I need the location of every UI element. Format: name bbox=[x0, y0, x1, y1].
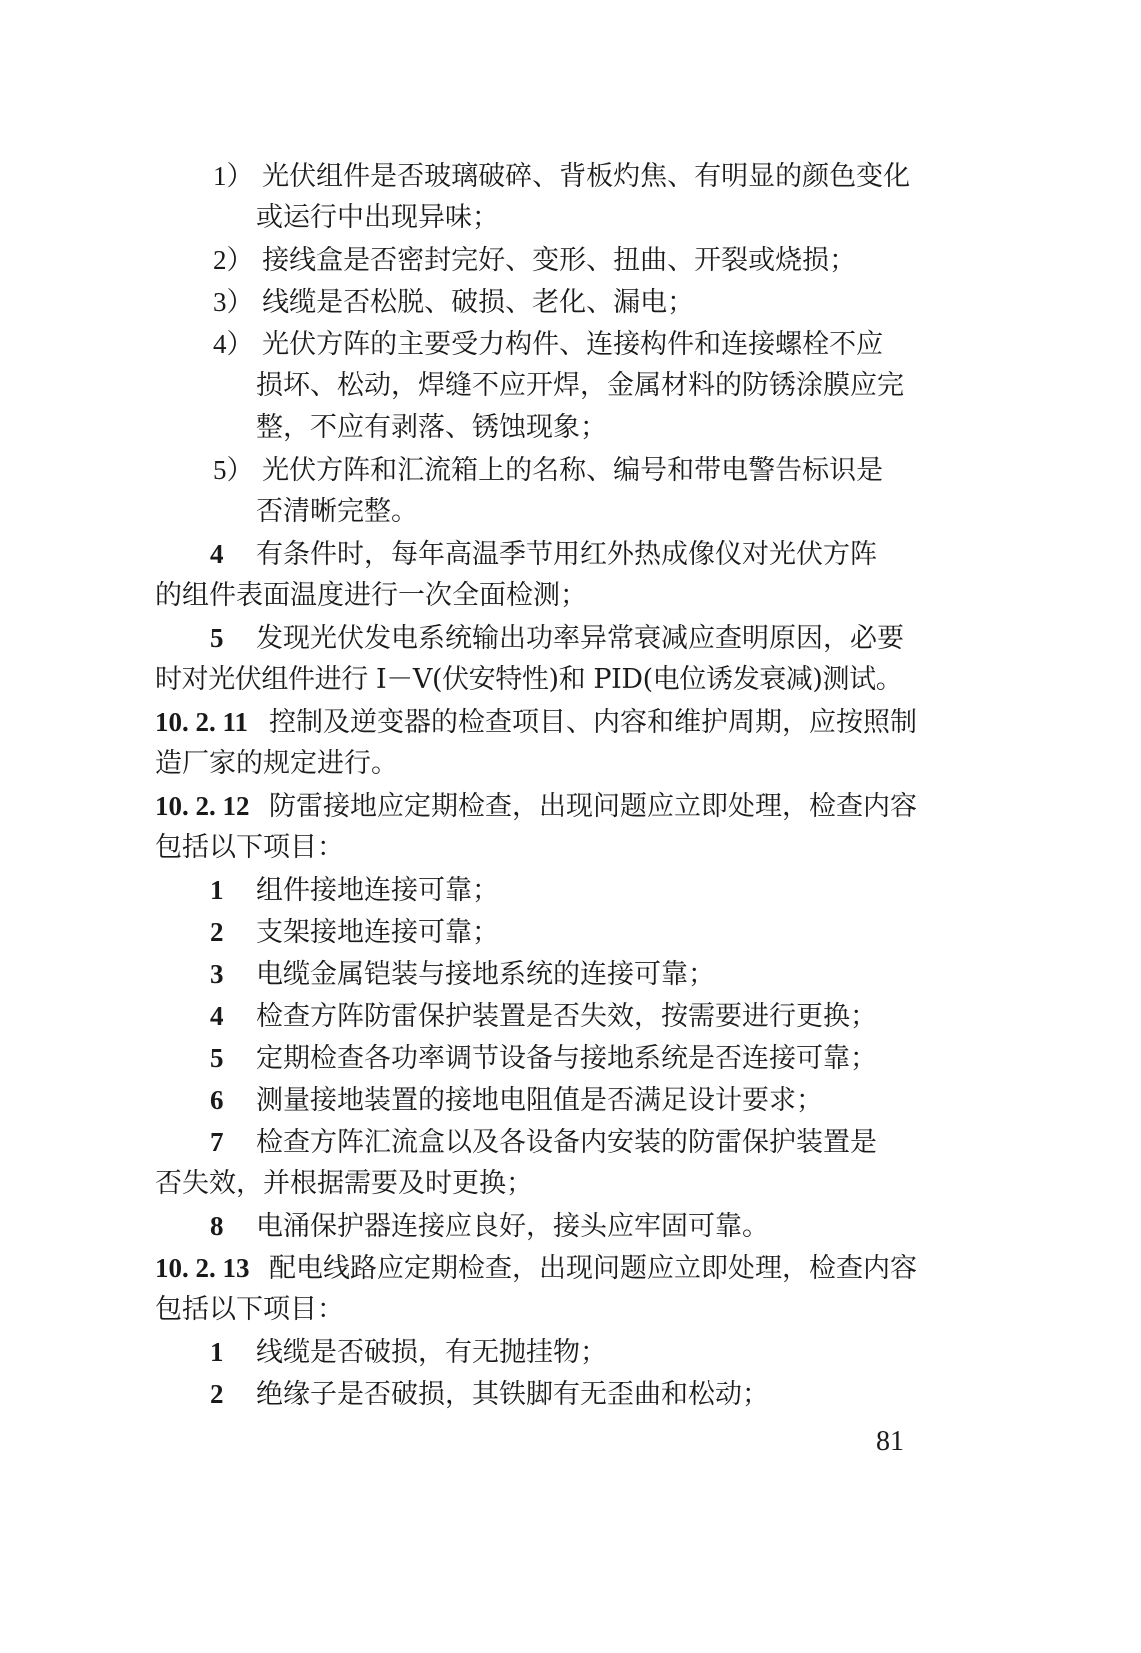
section-12-item-7-line-1 bbox=[210, 1122, 877, 1163]
clause-text: 有条件时，每年高温季节用红外热成像仪对光伏方阵 bbox=[256, 539, 877, 570]
item-number: 2 bbox=[210, 1379, 224, 1409]
section-12-item-3 bbox=[210, 954, 715, 995]
clause-number: 5 bbox=[210, 623, 224, 653]
page-number: 81 bbox=[876, 1426, 904, 1457]
list-marker: 3） bbox=[213, 287, 254, 317]
item-number: 2 bbox=[210, 917, 224, 947]
clause-number: 4 bbox=[210, 539, 224, 569]
list-item-4-line-2: 损坏、松动，焊缝不应开焊，金属材料的防锈涂膜应完 bbox=[256, 370, 904, 401]
list-item-text: 光伏方阵和汇流箱上的名称、编号和带电警告标识是 bbox=[262, 455, 884, 486]
item-number: 5 bbox=[210, 1043, 224, 1073]
clause-item-4-line-1 bbox=[210, 534, 877, 575]
section-text: 控制及逆变器的检查项目、内容和维护周期，应按照制 bbox=[269, 707, 917, 738]
list-marker: 1） bbox=[213, 161, 254, 191]
section-number: 10. 2. 11 bbox=[155, 707, 249, 737]
section-10-2-13-line-1 bbox=[155, 1248, 917, 1289]
section-10-2-11-line-2: 造厂家的规定进行。 bbox=[155, 748, 398, 779]
item-number: 3 bbox=[210, 959, 224, 989]
clause-item-4-line-2: 的组件表面温度进行一次全面检测； bbox=[155, 580, 587, 611]
section-10-2-12-line-2: 包括以下项目： bbox=[155, 832, 344, 863]
list-item-4-line-3: 整，不应有剥落、锈蚀现象； bbox=[256, 412, 607, 443]
clause-item-5-line-2: 时对光伏组件进行 I－V(伏安特性)和 PID(电位诱发衰减)测试。 bbox=[155, 664, 903, 695]
list-item-text: 接线盒是否密封完好、变形、扭曲、开裂或烧损； bbox=[262, 245, 857, 276]
list-item-4-line-1 bbox=[213, 324, 883, 365]
list-item-1-line-1 bbox=[213, 156, 910, 197]
list-item-text: 光伏组件是否玻璃破碎、背板灼焦、有明显的颜色变化 bbox=[262, 161, 911, 192]
list-item-5-line-1 bbox=[213, 450, 883, 491]
section-12-item-6 bbox=[210, 1080, 823, 1121]
list-marker: 2） bbox=[213, 245, 254, 275]
section-12-item-1 bbox=[210, 870, 499, 911]
list-item-3 bbox=[213, 282, 694, 323]
section-number: 10. 2. 13 bbox=[155, 1253, 250, 1283]
item-text: 定期检查各功率调节设备与接地系统是否连接可靠； bbox=[256, 1043, 877, 1074]
item-text: 检查方阵防雷保护装置是否失效，按需要进行更换； bbox=[256, 1001, 877, 1032]
clause-item-5-line-1 bbox=[210, 618, 904, 659]
item-number: 6 bbox=[210, 1085, 224, 1115]
item-text: 测量接地装置的接地电阻值是否满足设计要求； bbox=[256, 1085, 823, 1116]
item-text: 检查方阵汇流盒以及各设备内安装的防雷保护装置是 bbox=[256, 1127, 877, 1158]
list-item-text: 光伏方阵的主要受力构件、连接构件和连接螺栓不应 bbox=[262, 329, 884, 360]
section-12-item-8 bbox=[210, 1206, 769, 1247]
item-text: 电缆金属铠装与接地系统的连接可靠； bbox=[256, 959, 715, 990]
list-marker: 5） bbox=[213, 455, 254, 485]
list-marker: 4） bbox=[213, 329, 254, 359]
list-item-5-line-2: 否清晰完整。 bbox=[256, 496, 418, 527]
section-10-2-12-line-1 bbox=[155, 786, 917, 827]
section-12-item-2 bbox=[210, 912, 499, 953]
section-12-item-7-line-2: 否失效，并根据需要及时更换； bbox=[155, 1168, 533, 1199]
section-12-item-5 bbox=[210, 1038, 877, 1079]
list-item-2 bbox=[213, 240, 856, 281]
item-number: 7 bbox=[210, 1127, 224, 1157]
item-number: 1 bbox=[210, 1337, 224, 1367]
section-13-item-2 bbox=[210, 1374, 769, 1415]
section-10-2-13-line-2: 包括以下项目： bbox=[155, 1294, 344, 1325]
item-number: 4 bbox=[210, 1001, 224, 1031]
section-number: 10. 2. 12 bbox=[155, 791, 250, 821]
section-10-2-11-line-1 bbox=[155, 702, 917, 743]
item-text: 电涌保护器连接应良好，接头应牢固可靠。 bbox=[256, 1211, 769, 1242]
section-13-item-1 bbox=[210, 1332, 607, 1373]
clause-text: 发现光伏发电系统输出功率异常衰减应查明原因，必要 bbox=[256, 623, 904, 654]
section-text: 防雷接地应定期检查，出现问题应立即处理，检查内容 bbox=[269, 791, 917, 822]
item-number: 1 bbox=[210, 875, 224, 905]
list-item-text: 线缆是否松脱、破损、老化、漏电； bbox=[262, 287, 695, 318]
item-text: 线缆是否破损，有无抛挂物； bbox=[256, 1337, 607, 1368]
item-text: 绝缘子是否破损，其铁脚有无歪曲和松动； bbox=[256, 1379, 769, 1410]
section-12-item-4 bbox=[210, 996, 877, 1037]
item-text: 组件接地连接可靠； bbox=[256, 875, 499, 906]
list-item-1-line-2: 或运行中出现异味； bbox=[256, 202, 499, 233]
section-text: 配电线路应定期检查，出现问题应立即处理，检查内容 bbox=[269, 1253, 917, 1284]
item-number: 8 bbox=[210, 1211, 224, 1241]
item-text: 支架接地连接可靠； bbox=[256, 917, 499, 948]
